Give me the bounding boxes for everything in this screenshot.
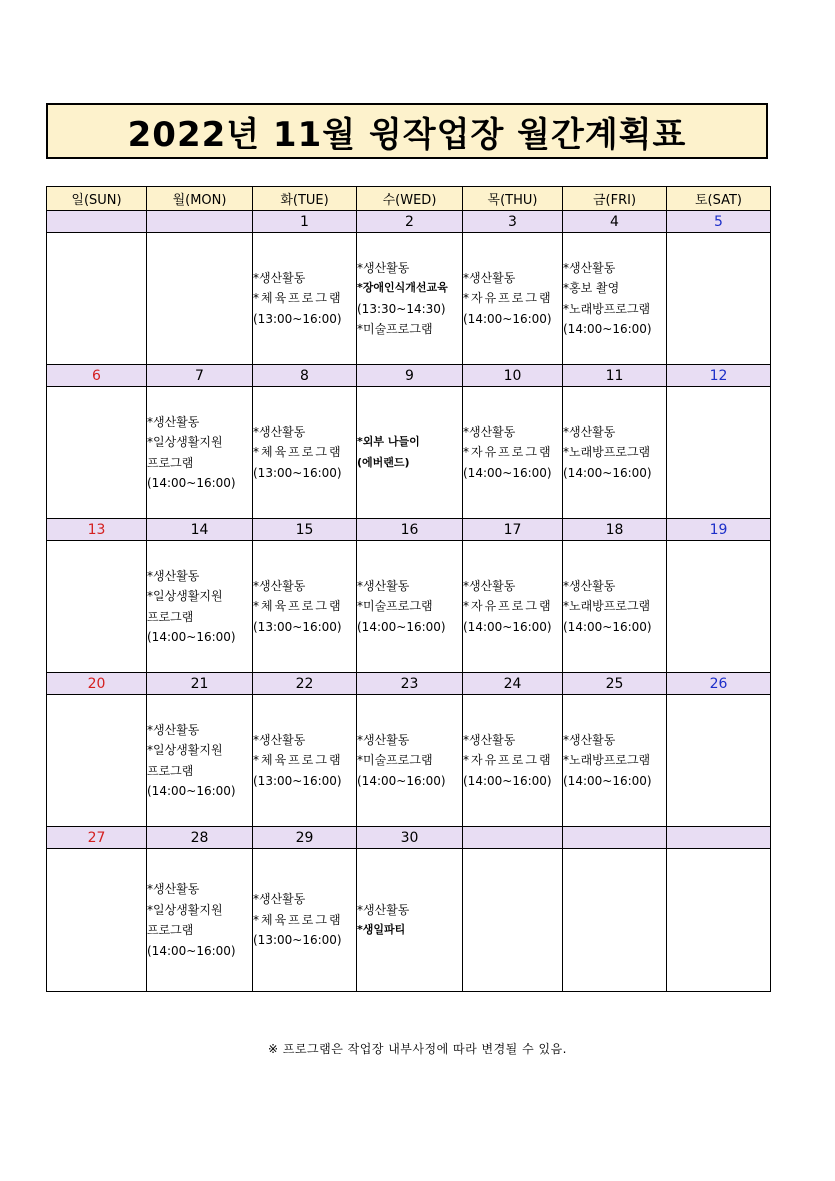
activity-cell-wed (357, 387, 463, 519)
activity-cell-sat (667, 541, 771, 673)
activity-line: *생산활동 (147, 722, 200, 737)
date-cell-sat (667, 827, 771, 849)
activity-line: *생산활동 (357, 732, 410, 747)
activity-line: *생산활동 (147, 882, 200, 896)
activity-line: *생산활동 (463, 732, 516, 747)
date-cell-thu (463, 827, 563, 849)
activity-line: *생산활동 (463, 578, 516, 593)
activity-line: *생산활동 (253, 424, 306, 439)
date-cell-tue: 22 (253, 673, 357, 695)
activity-line: *생산활동 (357, 902, 410, 917)
activity-line: (14:00~16:00) (563, 322, 652, 336)
date-cell-fri (563, 827, 667, 849)
date-cell-thu: 10 (463, 365, 563, 387)
activity-line: *미술프로그램 (357, 322, 433, 336)
activity-line: *생산활동 (563, 260, 616, 275)
monthly-calendar (46, 186, 771, 992)
activity-line: *미술프로그램 (357, 753, 433, 768)
activity-line: *일상생활지원 (147, 902, 223, 917)
date-cell-mon: 21 (147, 673, 253, 695)
activity-line: (14:00~16:00) (357, 619, 446, 634)
weekday-header-row (47, 187, 771, 211)
activity-cell-thu (463, 387, 563, 519)
activity-line: *생산활동 (253, 578, 306, 593)
activity-line: *노래방프로그램 (563, 599, 651, 614)
date-cell-sun: 27 (47, 827, 147, 849)
weekday-fri: 금(FRI) (563, 187, 667, 211)
date-cell-thu: 17 (463, 519, 563, 541)
date-row (47, 519, 771, 541)
date-cell-tue: 1 (253, 211, 357, 233)
activity-line: (13:00~16:00) (253, 311, 342, 326)
activity-row (47, 541, 771, 673)
date-cell-sun: 6 (47, 365, 147, 387)
date-cell-sat: 19 (667, 519, 771, 541)
date-cell-sat: 12 (667, 365, 771, 387)
date-cell-mon: 7 (147, 365, 253, 387)
date-cell-mon: 14 (147, 519, 253, 541)
activity-line: (14:00~16:00) (147, 476, 236, 490)
activity-line: *생산활동 (463, 270, 516, 285)
activity-line: *노래방프로그램 (563, 301, 651, 316)
activity-line: *생산활동 (147, 568, 200, 583)
activity-line: *생일파티 (357, 923, 406, 936)
activity-line: *자유프로그램 (463, 291, 553, 306)
activity-line: *체육프로그램 (253, 599, 343, 614)
footnote: ※ 프로그램은 작업장 내부사정에 따라 변경될 수 있음. (267, 1042, 567, 1056)
activity-line: *생산활동 (463, 424, 516, 439)
date-cell-thu: 24 (463, 673, 563, 695)
activity-line: 프로그램 (147, 923, 194, 937)
activity-cell-wed (357, 233, 463, 365)
weekday-wed: 수(WED) (357, 187, 463, 211)
activity-line: (13:00~16:00) (253, 773, 342, 788)
date-cell-fri: 11 (563, 365, 667, 387)
activity-line: *자유프로그램 (463, 599, 553, 614)
activity-cell-sun (47, 849, 147, 992)
activity-line: (14:00~16:00) (563, 773, 652, 788)
date-cell-sat: 5 (667, 211, 771, 233)
activity-line: (13:30~14:30) (357, 301, 446, 316)
activity-cell-fri (563, 387, 667, 519)
activity-line: (13:00~16:00) (253, 465, 342, 480)
activity-line: *자유프로그램 (463, 445, 553, 460)
date-cell-wed: 16 (357, 519, 463, 541)
activity-line: *체육프로그램 (253, 291, 343, 306)
activity-line: (에버랜드) (357, 455, 410, 469)
activity-line: (14:00~16:00) (563, 619, 652, 634)
activity-line: *자유프로그램 (463, 753, 553, 768)
activity-line: (14:00~16:00) (357, 773, 446, 788)
weekday-thu: 목(THU) (463, 187, 563, 211)
activity-cell-thu (463, 541, 563, 673)
activity-row (47, 849, 771, 992)
activity-cell-wed (357, 695, 463, 827)
activity-line: (14:00~16:00) (463, 619, 552, 634)
date-cell-fri: 18 (563, 519, 667, 541)
activity-cell-mon (147, 695, 253, 827)
activity-line: *생산활동 (253, 892, 306, 907)
activity-line: *홍보 촬영 (563, 281, 620, 295)
date-cell-fri: 25 (563, 673, 667, 695)
activity-cell-mon (147, 541, 253, 673)
activity-line: *체육프로그램 (253, 912, 343, 927)
activity-line: *생산활동 (357, 578, 410, 593)
activity-cell-wed (357, 541, 463, 673)
activity-line: *생산활동 (253, 270, 306, 285)
activity-line: *생산활동 (563, 424, 616, 439)
activity-line: (13:00~16:00) (253, 619, 342, 634)
activity-cell-fri (563, 233, 667, 365)
date-cell-tue: 15 (253, 519, 357, 541)
activity-line: (14:00~16:00) (147, 630, 236, 644)
activity-cell-wed (357, 849, 463, 992)
activity-line: *생산활동 (563, 578, 616, 593)
activity-row (47, 387, 771, 519)
activity-line: *외부 나들이 (357, 435, 420, 448)
activity-cell-thu (463, 849, 563, 992)
activity-cell-mon (147, 387, 253, 519)
activity-line: (14:00~16:00) (147, 784, 236, 798)
activity-line: *장애인식개선교육 (357, 281, 448, 294)
page-title: 2022년 11월 윙작업장 월간계획표 (127, 114, 687, 155)
date-cell-wed: 9 (357, 365, 463, 387)
activity-cell-tue (253, 541, 357, 673)
date-cell-fri: 4 (563, 211, 667, 233)
weekday-tue: 화(TUE) (253, 187, 357, 211)
activity-line: *일상생활지원 (147, 435, 223, 449)
activity-line: *생산활동 (563, 732, 616, 747)
activity-cell-sun (47, 541, 147, 673)
date-row (47, 365, 771, 387)
date-cell-sun (47, 211, 147, 233)
date-cell-mon (147, 211, 253, 233)
date-cell-sun: 20 (47, 673, 147, 695)
date-cell-wed: 30 (357, 827, 463, 849)
date-cell-mon: 28 (147, 827, 253, 849)
activity-cell-sun (47, 233, 147, 365)
activity-line: *일상생활지원 (147, 743, 223, 757)
activity-line: *노래방프로그램 (563, 445, 651, 460)
activity-line: (13:00~16:00) (253, 933, 342, 948)
activity-line: 프로그램 (147, 609, 194, 624)
activity-line: (14:00~16:00) (463, 311, 552, 326)
activity-line: *체육프로그램 (253, 753, 343, 768)
date-cell-thu: 3 (463, 211, 563, 233)
activity-line: *생산활동 (147, 414, 200, 429)
date-cell-wed: 23 (357, 673, 463, 695)
activity-cell-tue (253, 695, 357, 827)
activity-cell-sat (667, 695, 771, 827)
activity-cell-tue (253, 849, 357, 992)
activity-cell-sat (667, 233, 771, 365)
activity-cell-sun (47, 387, 147, 519)
activity-line: *생산활동 (357, 260, 410, 275)
activity-cell-sun (47, 695, 147, 827)
activity-line: *일상생활지원 (147, 589, 223, 603)
activity-cell-tue (253, 233, 357, 365)
activity-cell-fri (563, 849, 667, 992)
weekday-sat: 토(SAT) (667, 187, 771, 211)
date-cell-tue: 29 (253, 827, 357, 849)
activity-line: *생산활동 (253, 732, 306, 747)
title-banner (46, 103, 768, 159)
date-row (47, 827, 771, 849)
activity-cell-tue (253, 387, 357, 519)
date-row (47, 211, 771, 233)
date-cell-wed: 2 (357, 211, 463, 233)
activity-cell-fri (563, 695, 667, 827)
activity-cell-sat (667, 849, 771, 992)
date-cell-tue: 8 (253, 365, 357, 387)
date-cell-sun: 13 (47, 519, 147, 541)
activity-line: 프로그램 (147, 763, 194, 778)
activity-cell-sat (667, 387, 771, 519)
activity-cell-thu (463, 233, 563, 365)
activity-line: *노래방프로그램 (563, 753, 651, 768)
activity-line: *체육프로그램 (253, 445, 343, 460)
date-row (47, 673, 771, 695)
activity-line: (14:00~16:00) (463, 465, 552, 480)
weekday-mon: 월(MON) (147, 187, 253, 211)
activity-line: (14:00~16:00) (147, 943, 236, 958)
activity-line: 프로그램 (147, 455, 194, 470)
activity-row (47, 233, 771, 365)
activity-cell-thu (463, 695, 563, 827)
date-cell-sat: 26 (667, 673, 771, 695)
activity-cell-mon (147, 233, 253, 365)
activity-line: (14:00~16:00) (463, 773, 552, 788)
activity-line: (14:00~16:00) (563, 465, 652, 480)
activity-row (47, 695, 771, 827)
activity-line: *미술프로그램 (357, 599, 433, 614)
activity-cell-mon (147, 849, 253, 992)
activity-cell-fri (563, 541, 667, 673)
weekday-sun: 일(SUN) (47, 187, 147, 211)
